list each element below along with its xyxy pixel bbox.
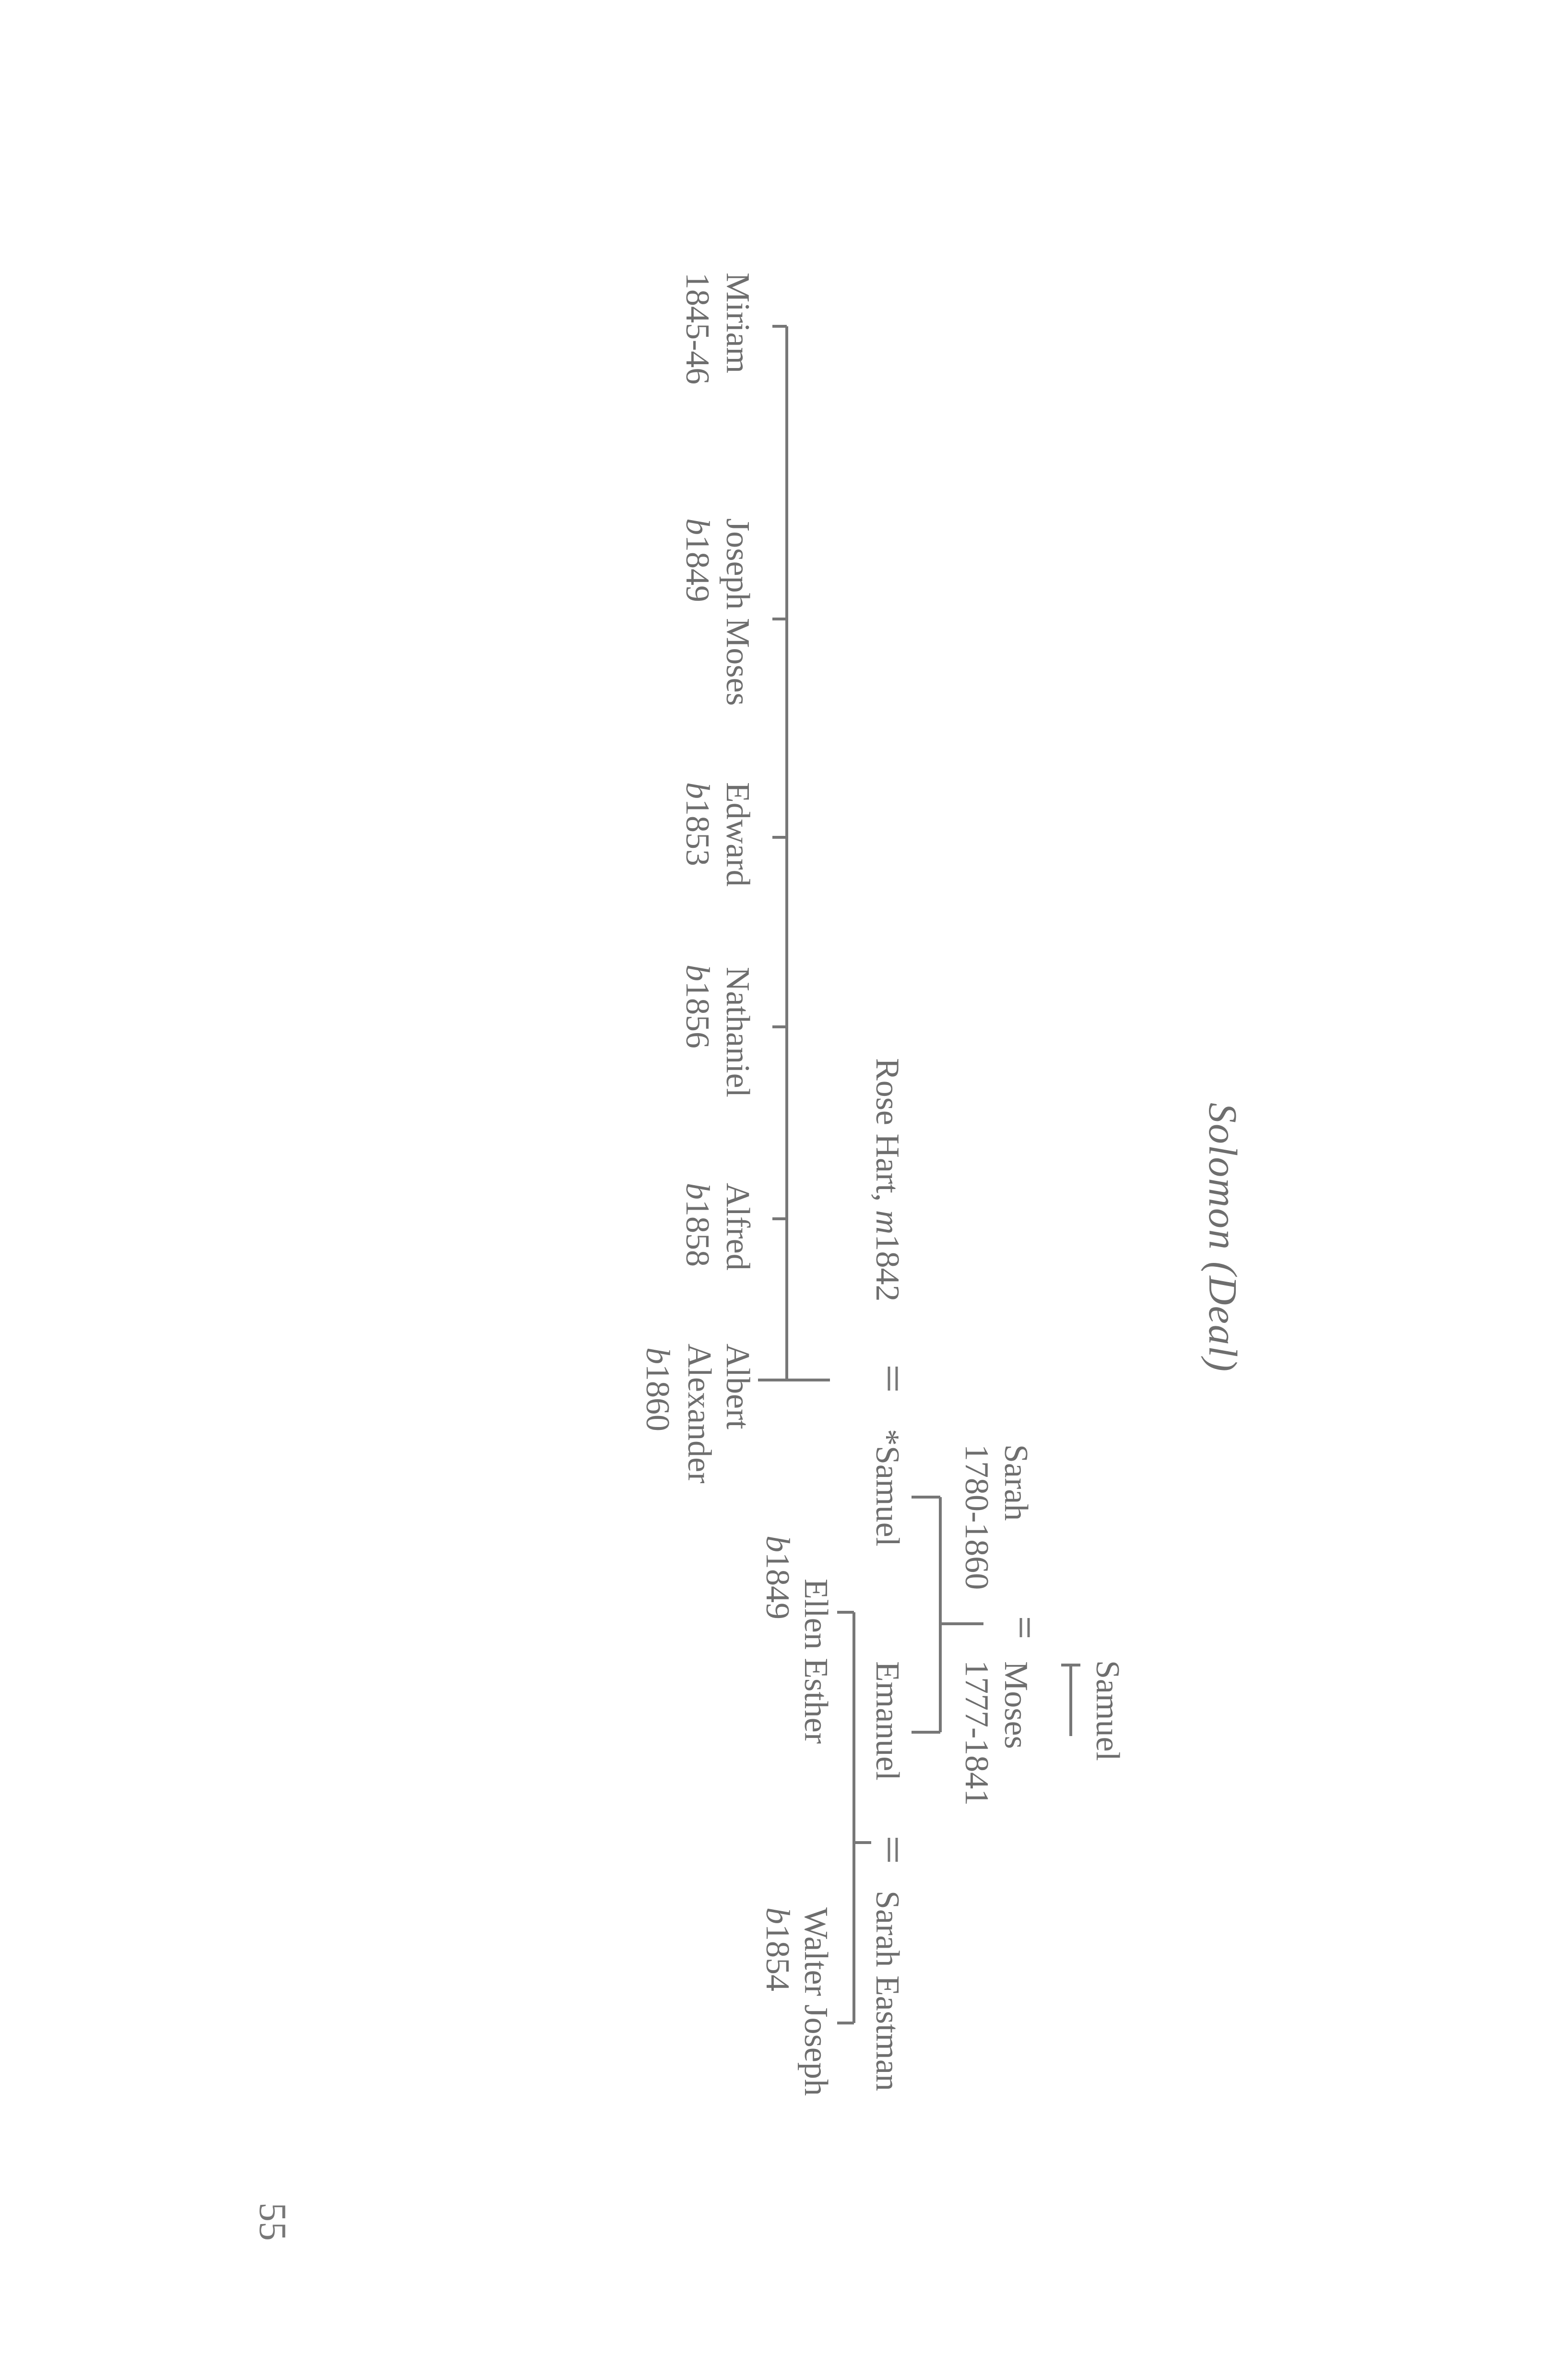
person-emanuel: Emanuel [869,1661,906,1781]
child-edward-birth [680,782,714,866]
child-edward: Edward [719,782,756,887]
alfred-birth-year: 1858 [679,1200,716,1267]
child-walter-joseph-birth [760,1907,794,1991]
child-joseph-moses: Joseph Moses [719,518,756,706]
nathaniel-birth-prefix: b [679,964,716,981]
child-ellen-esther-birth [760,1535,794,1619]
joseph-birth-prefix: b [679,518,716,535]
chart-title: Solomon (Deal) [1200,1103,1245,1373]
rose-hart-name: Rose Hart, [869,1058,906,1210]
person-moses-dates: 1777-1841 [958,1660,995,1806]
person-samuel-elder: Samuel [1089,1660,1126,1761]
albert-birth-year: 1860 [639,1364,676,1431]
walter-birth-prefix: b [759,1907,796,1924]
walter-birth-year: 1854 [759,1924,796,1991]
edward-birth-year: 1853 [679,799,716,866]
child-nathaniel-birth [680,964,714,1048]
child-walter-joseph: Walter Joseph [797,1907,834,2096]
child-miriam: Miriam [719,273,756,373]
child-ellen-esther: Ellen Esther [797,1579,834,1744]
ellen-birth-year: 1849 [759,1552,796,1619]
joseph-birth-year: 1849 [679,535,716,602]
rose-hart-marriage-prefix: m [869,1210,906,1235]
page-number: 55 [251,2202,294,2241]
child-joseph-moses-birth [680,518,714,602]
person-sarah-eastman: Sarah Eastman [869,1891,906,2091]
nathaniel-birth-year: 1856 [679,981,716,1048]
child-nathaniel: Nathaniel [719,967,756,1098]
child-albert-alexander-line2: Alexander [681,1344,718,1484]
alfred-birth-prefix: b [679,1183,716,1200]
child-miriam-dates: 1845-46 [679,273,716,385]
person-samuel: *Samuel [869,1429,906,1547]
child-albert-alexander-birth [640,1347,674,1431]
edward-birth-prefix: b [679,782,716,799]
person-sarah-name: Sarah [997,1444,1034,1521]
child-albert-alexander-line1: Albert [719,1344,756,1429]
person-moses-name: Moses [997,1661,1034,1749]
person-rose-hart [870,1058,904,1301]
albert-birth-prefix: b [639,1347,676,1364]
ellen-birth-prefix: b [759,1535,796,1552]
child-alfred-birth [680,1183,714,1267]
person-sarah-dates: 1780-1860 [958,1444,995,1590]
child-alfred: Alfred [719,1183,756,1271]
rose-hart-marriage-year: 1842 [869,1234,906,1302]
